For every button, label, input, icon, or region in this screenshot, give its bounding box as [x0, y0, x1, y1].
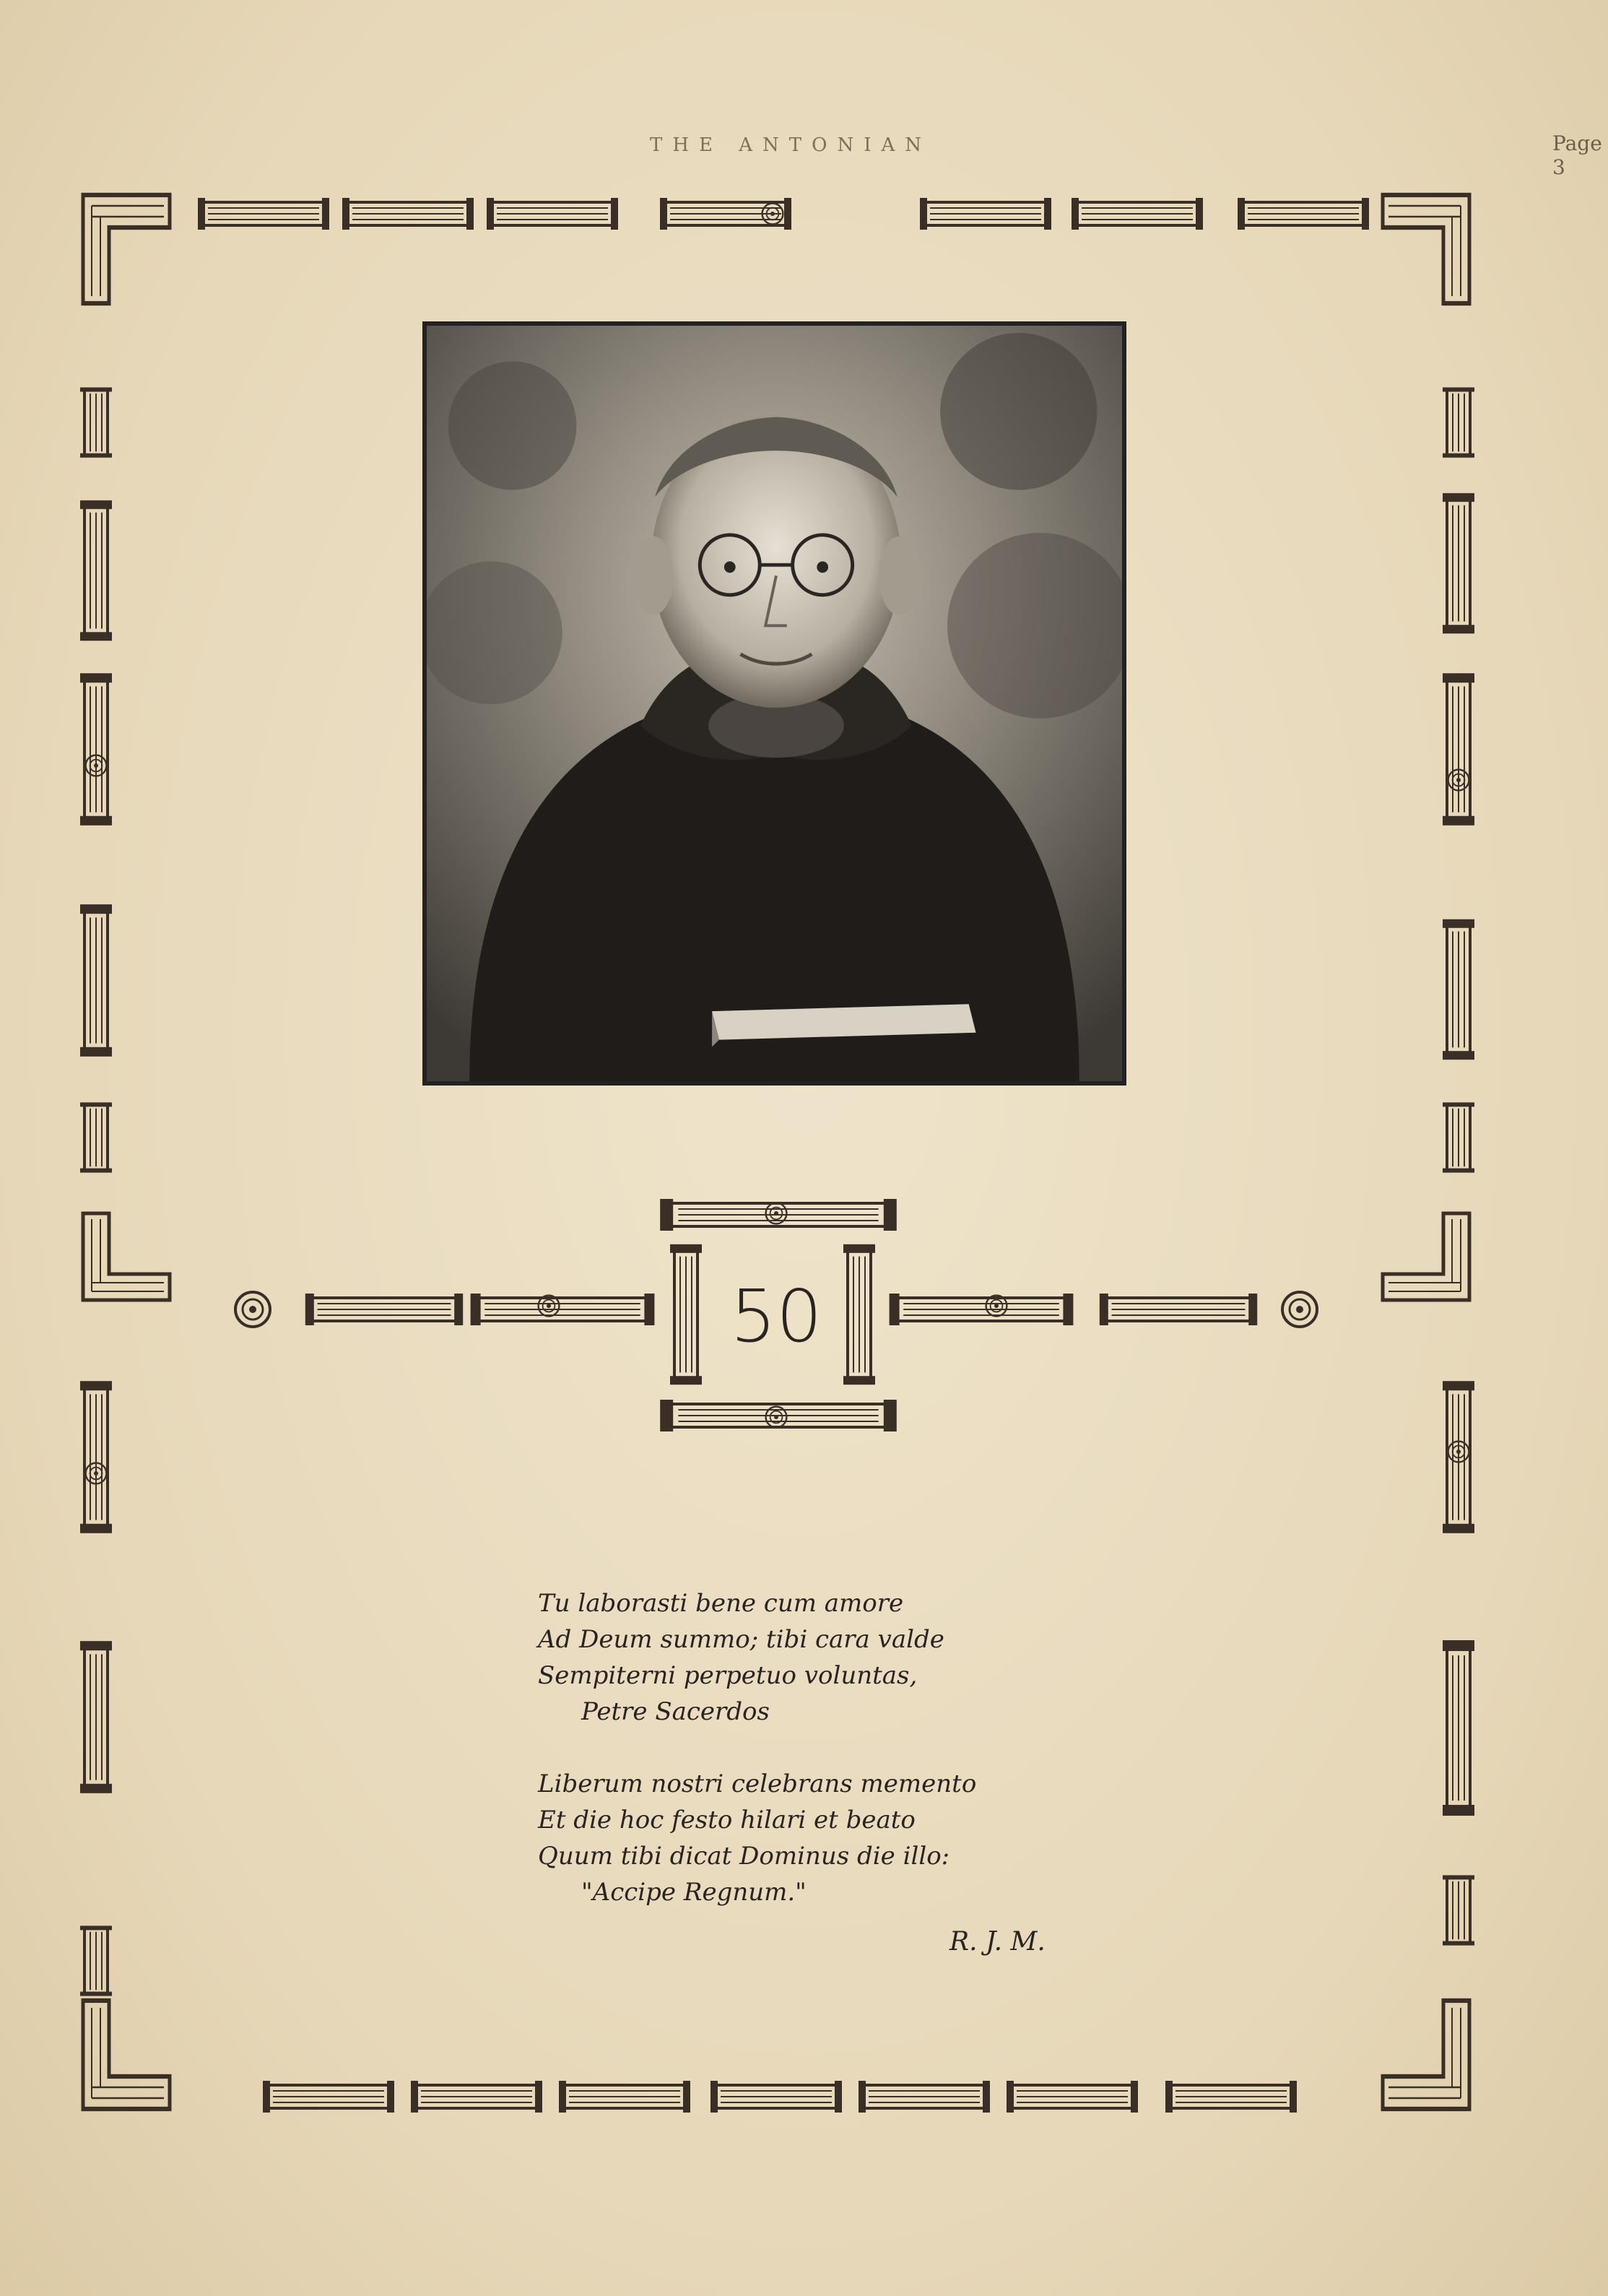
ornamental-column-icon — [80, 1925, 112, 1996]
poem-line: "Accipe Regnum." — [581, 1878, 807, 1907]
ornamental-column-icon — [843, 1244, 875, 1385]
elbow-bracket-icon — [1383, 1213, 1469, 1300]
portrait-photograph — [422, 321, 1126, 1086]
ornamental-column-icon — [1443, 1875, 1474, 1945]
ornamental-column-icon — [80, 1102, 112, 1172]
ornamental-column-icon — [411, 2081, 542, 2113]
ornamental-column-icon — [263, 2081, 394, 2113]
ornamental-column-icon — [670, 1244, 702, 1385]
page-number: Page 3 — [1552, 131, 1602, 179]
ornamental-column-icon — [80, 501, 112, 641]
ornamental-column-icon — [1443, 387, 1474, 457]
ornamental-column-icon — [1443, 919, 1474, 1060]
ornamental-column-icon — [1443, 1381, 1474, 1533]
ornamental-column-icon — [1238, 198, 1369, 230]
priest-portrait-image — [427, 326, 1122, 1081]
ornamental-column-icon — [471, 1294, 655, 1325]
latin-poem — [538, 1585, 1087, 1910]
ornamental-column-icon — [80, 1641, 112, 1793]
ornamental-column-icon — [859, 2081, 990, 2113]
poem-line: Ad Deum summo; tibi cara valde — [538, 1625, 944, 1654]
ornamental-column-icon — [80, 904, 112, 1057]
stanza-break — [538, 1730, 1087, 1766]
rose-icon — [1282, 1292, 1317, 1327]
ornamental-column-icon — [1100, 1294, 1257, 1325]
running-head: THE ANTONIAN — [650, 134, 931, 156]
ornamental-column-icon — [1443, 673, 1474, 826]
ornamental-column-icon — [80, 387, 112, 457]
ornamental-column-icon — [305, 1294, 463, 1325]
elbow-bracket-icon — [83, 2001, 170, 2109]
ornamental-column-icon — [710, 2081, 842, 2113]
ornamental-column-icon — [1072, 198, 1203, 230]
anniversary-number: 50 — [730, 1274, 822, 1359]
ornamental-column-icon — [1443, 493, 1474, 633]
poem-line: Sempiterni perpetuo voluntas, — [538, 1661, 918, 1690]
author-initials: R. J. M. — [949, 1927, 1046, 1957]
elbow-bracket-icon — [83, 195, 170, 303]
ornamental-column-icon — [920, 198, 1051, 230]
ornamental-column-icon — [1443, 1640, 1474, 1816]
ornamental-column-icon — [1443, 1102, 1474, 1172]
ornamental-column-icon — [1007, 2081, 1138, 2113]
elbow-bracket-icon — [83, 1213, 170, 1300]
poem-line: Liberum nostri celebrans memento — [538, 1769, 977, 1798]
elbow-bracket-icon — [1383, 195, 1469, 303]
ornamental-column-icon — [80, 673, 112, 826]
ornamental-column-icon — [80, 1381, 112, 1533]
rose-icon — [235, 1292, 270, 1327]
poem-line: Et die hoc festo hilari et beato — [538, 1806, 916, 1834]
elbow-bracket-icon — [1383, 2001, 1469, 2109]
ornamental-column-icon — [342, 198, 474, 230]
ornamental-column-icon — [559, 2081, 690, 2113]
ornamental-column-icon — [890, 1294, 1074, 1325]
ornamental-column-icon — [198, 198, 329, 230]
poem-line: Quum tibi dicat Dominus die illo: — [538, 1842, 950, 1871]
ornamental-column-icon — [487, 198, 618, 230]
poem-line: Petre Sacerdos — [581, 1697, 770, 1726]
poem-line: Tu laborasti bene cum amore — [538, 1589, 904, 1618]
ornamental-column-icon — [1165, 2081, 1297, 2113]
